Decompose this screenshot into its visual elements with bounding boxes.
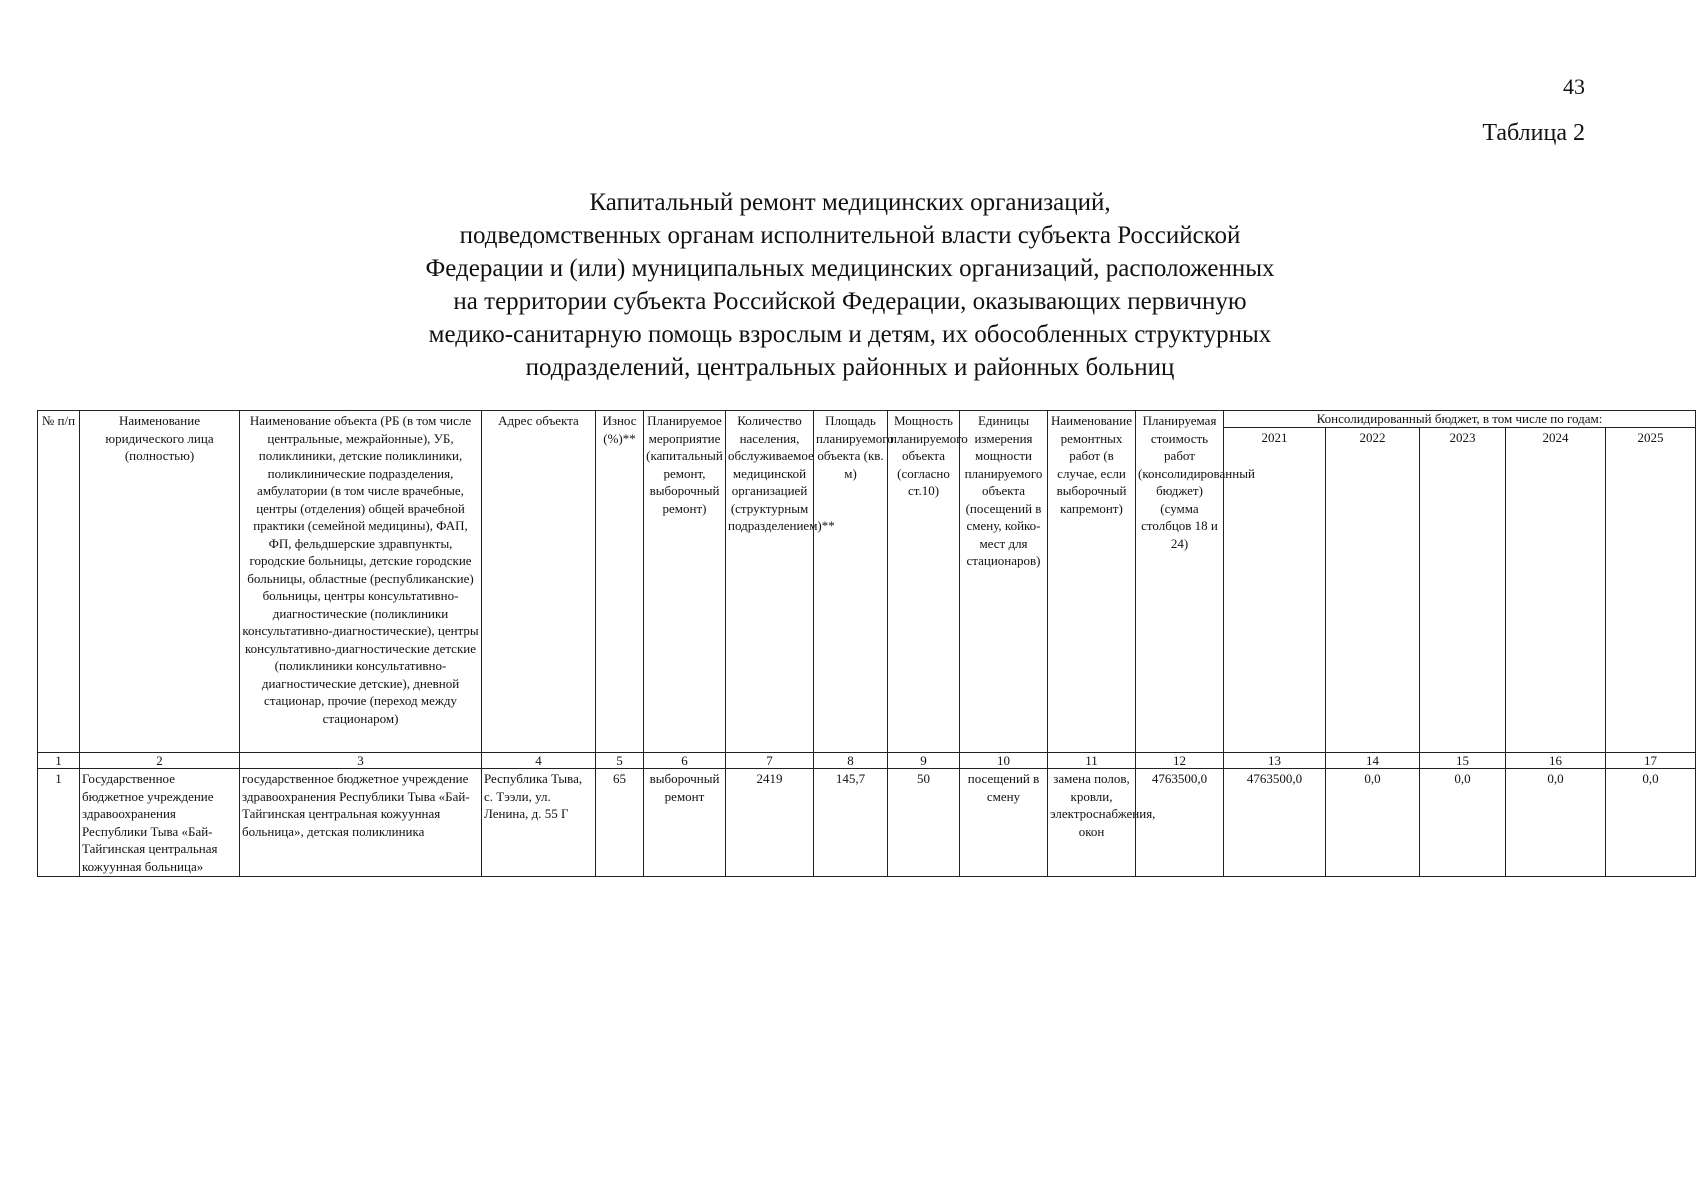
page-number: 43: [1563, 74, 1585, 99]
column-number: 9: [888, 753, 960, 769]
activity-cell: выборочный ремонт: [644, 769, 726, 877]
title-line: Федерации и (или) муниципальных медицинских организаций, расположенных: [425, 255, 1275, 282]
title-line: Капитальный ремонт медицинских организаций,: [589, 189, 1111, 216]
header-planned-cost: Планируемая стоимость работ (консолидированный бюджет) (сумма столбцов 18 и 24): [1136, 411, 1224, 753]
column-number: 10: [960, 753, 1048, 769]
legal-entity-cell: Государственное бюджетное учреждение здравоохранения Республики Тыва «Бай-Тайгинская центральная кожуунная больница»: [80, 769, 240, 877]
planned-cost-cell: 4763500,0: [1136, 769, 1224, 877]
header-population: Количество населения, обслуживаемое медицинской организацией (структурным подразделением)**: [726, 411, 814, 753]
column-number: 11: [1048, 753, 1136, 769]
header-activity: Планируемое мероприятие (капитальный ремонт, выборочный ремонт): [644, 411, 726, 753]
column-number: 15: [1420, 753, 1506, 769]
address-cell: Республика Тыва, с. Тээли, ул. Ленина, д. 55 Г: [482, 769, 596, 877]
column-number: 3: [240, 753, 482, 769]
column-number: 1: [38, 753, 80, 769]
row-number: 1: [38, 769, 80, 877]
budget-2024-cell: 0,0: [1506, 769, 1606, 877]
wear-cell: 65: [596, 769, 644, 877]
header-year: 2024: [1506, 428, 1606, 753]
column-number: 14: [1326, 753, 1420, 769]
header-year: 2025: [1606, 428, 1696, 753]
budget-2022-cell: 0,0: [1326, 769, 1420, 877]
column-number: 2: [80, 753, 240, 769]
header-number: № п/п: [38, 411, 80, 753]
column-number: 16: [1506, 753, 1606, 769]
title-line: подведомственных органам исполнительной власти субъекта Российской: [459, 222, 1241, 249]
header-repair-works: Наименование ремонтных работ (в случае, если выборочный капремонт): [1048, 411, 1136, 753]
header-legal-entity: Наименование юридического лица (полностью): [80, 411, 240, 753]
column-number: 17: [1606, 753, 1696, 769]
repair-works-cell: замена полов, кровли, электроснабжения, окон: [1048, 769, 1136, 877]
capacity-cell: 50: [888, 769, 960, 877]
table-label: Таблица 2: [1482, 120, 1585, 146]
column-number: 7: [726, 753, 814, 769]
budget-2021-cell: 4763500,0: [1224, 769, 1326, 877]
header-capacity-unit: Единицы измерения мощности планируемого объекта (посещений в смену, койко-мест для стационаров): [960, 411, 1048, 753]
population-cell: 2419: [726, 769, 814, 877]
column-number: 12: [1136, 753, 1224, 769]
capital-repair-table: [37, 410, 1696, 877]
column-number: 5: [596, 753, 644, 769]
area-cell: 145,7: [814, 769, 888, 877]
object-name-cell: государственное бюджетное учреждение здравоохранения Республики Тыва «Бай-Тайгинская центральная кожуунная больница», детская поликлиника: [240, 769, 482, 877]
budget-2023-cell: 0,0: [1420, 769, 1506, 877]
header-area: Площадь планируемого объекта (кв. м): [814, 411, 888, 753]
header-year: 2022: [1326, 428, 1420, 753]
header-capacity: Мощность планируемого объекта (согласно ст.10): [888, 411, 960, 753]
header-year: 2023: [1420, 428, 1506, 753]
header-row: [38, 411, 1696, 428]
table-row: [38, 769, 1696, 877]
column-number: 6: [644, 753, 726, 769]
header-object-name: Наименование объекта (РБ (в том числе центральные, межрайонные), УБ, поликлиники, детские поликлиники, поликлинические подразделения, амбулатории (в том числе врачебные, центры (отделения) общей врачебной практики (семейной медицины), ФАП, ФП, фельдшерские здравпункты, городские больницы, детские городские больницы, областные (республиканские) больницы, центры консультативно-диагностические (поликлиники консультативно-диагностические), центры консультативно-диагностические детские (поликлиники консультативно-диагностические детские), дневной стационар, прочие (переход между стационаром): [240, 411, 482, 753]
capacity-unit-cell: посещений в смену: [960, 769, 1048, 877]
title-line: медико-санитарную помощь взрослым и детям, их обособленных структурных: [428, 321, 1272, 348]
column-number-row: [38, 753, 1696, 769]
column-number: 13: [1224, 753, 1326, 769]
header-year: 2021: [1224, 428, 1326, 753]
header-wear: Износ (%)**: [596, 411, 644, 753]
column-number: 4: [482, 753, 596, 769]
document-title: [300, 186, 1400, 384]
title-line: на территории субъекта Российской Федерации, оказывающих первичную: [453, 288, 1247, 315]
header-address: Адрес объекта: [482, 411, 596, 753]
budget-2025-cell: 0,0: [1606, 769, 1696, 877]
header-budget-group: Консолидированный бюджет, в том числе по годам:: [1224, 411, 1696, 428]
title-line: подразделений, центральных районных и районных больниц: [525, 354, 1175, 381]
column-number: 8: [814, 753, 888, 769]
